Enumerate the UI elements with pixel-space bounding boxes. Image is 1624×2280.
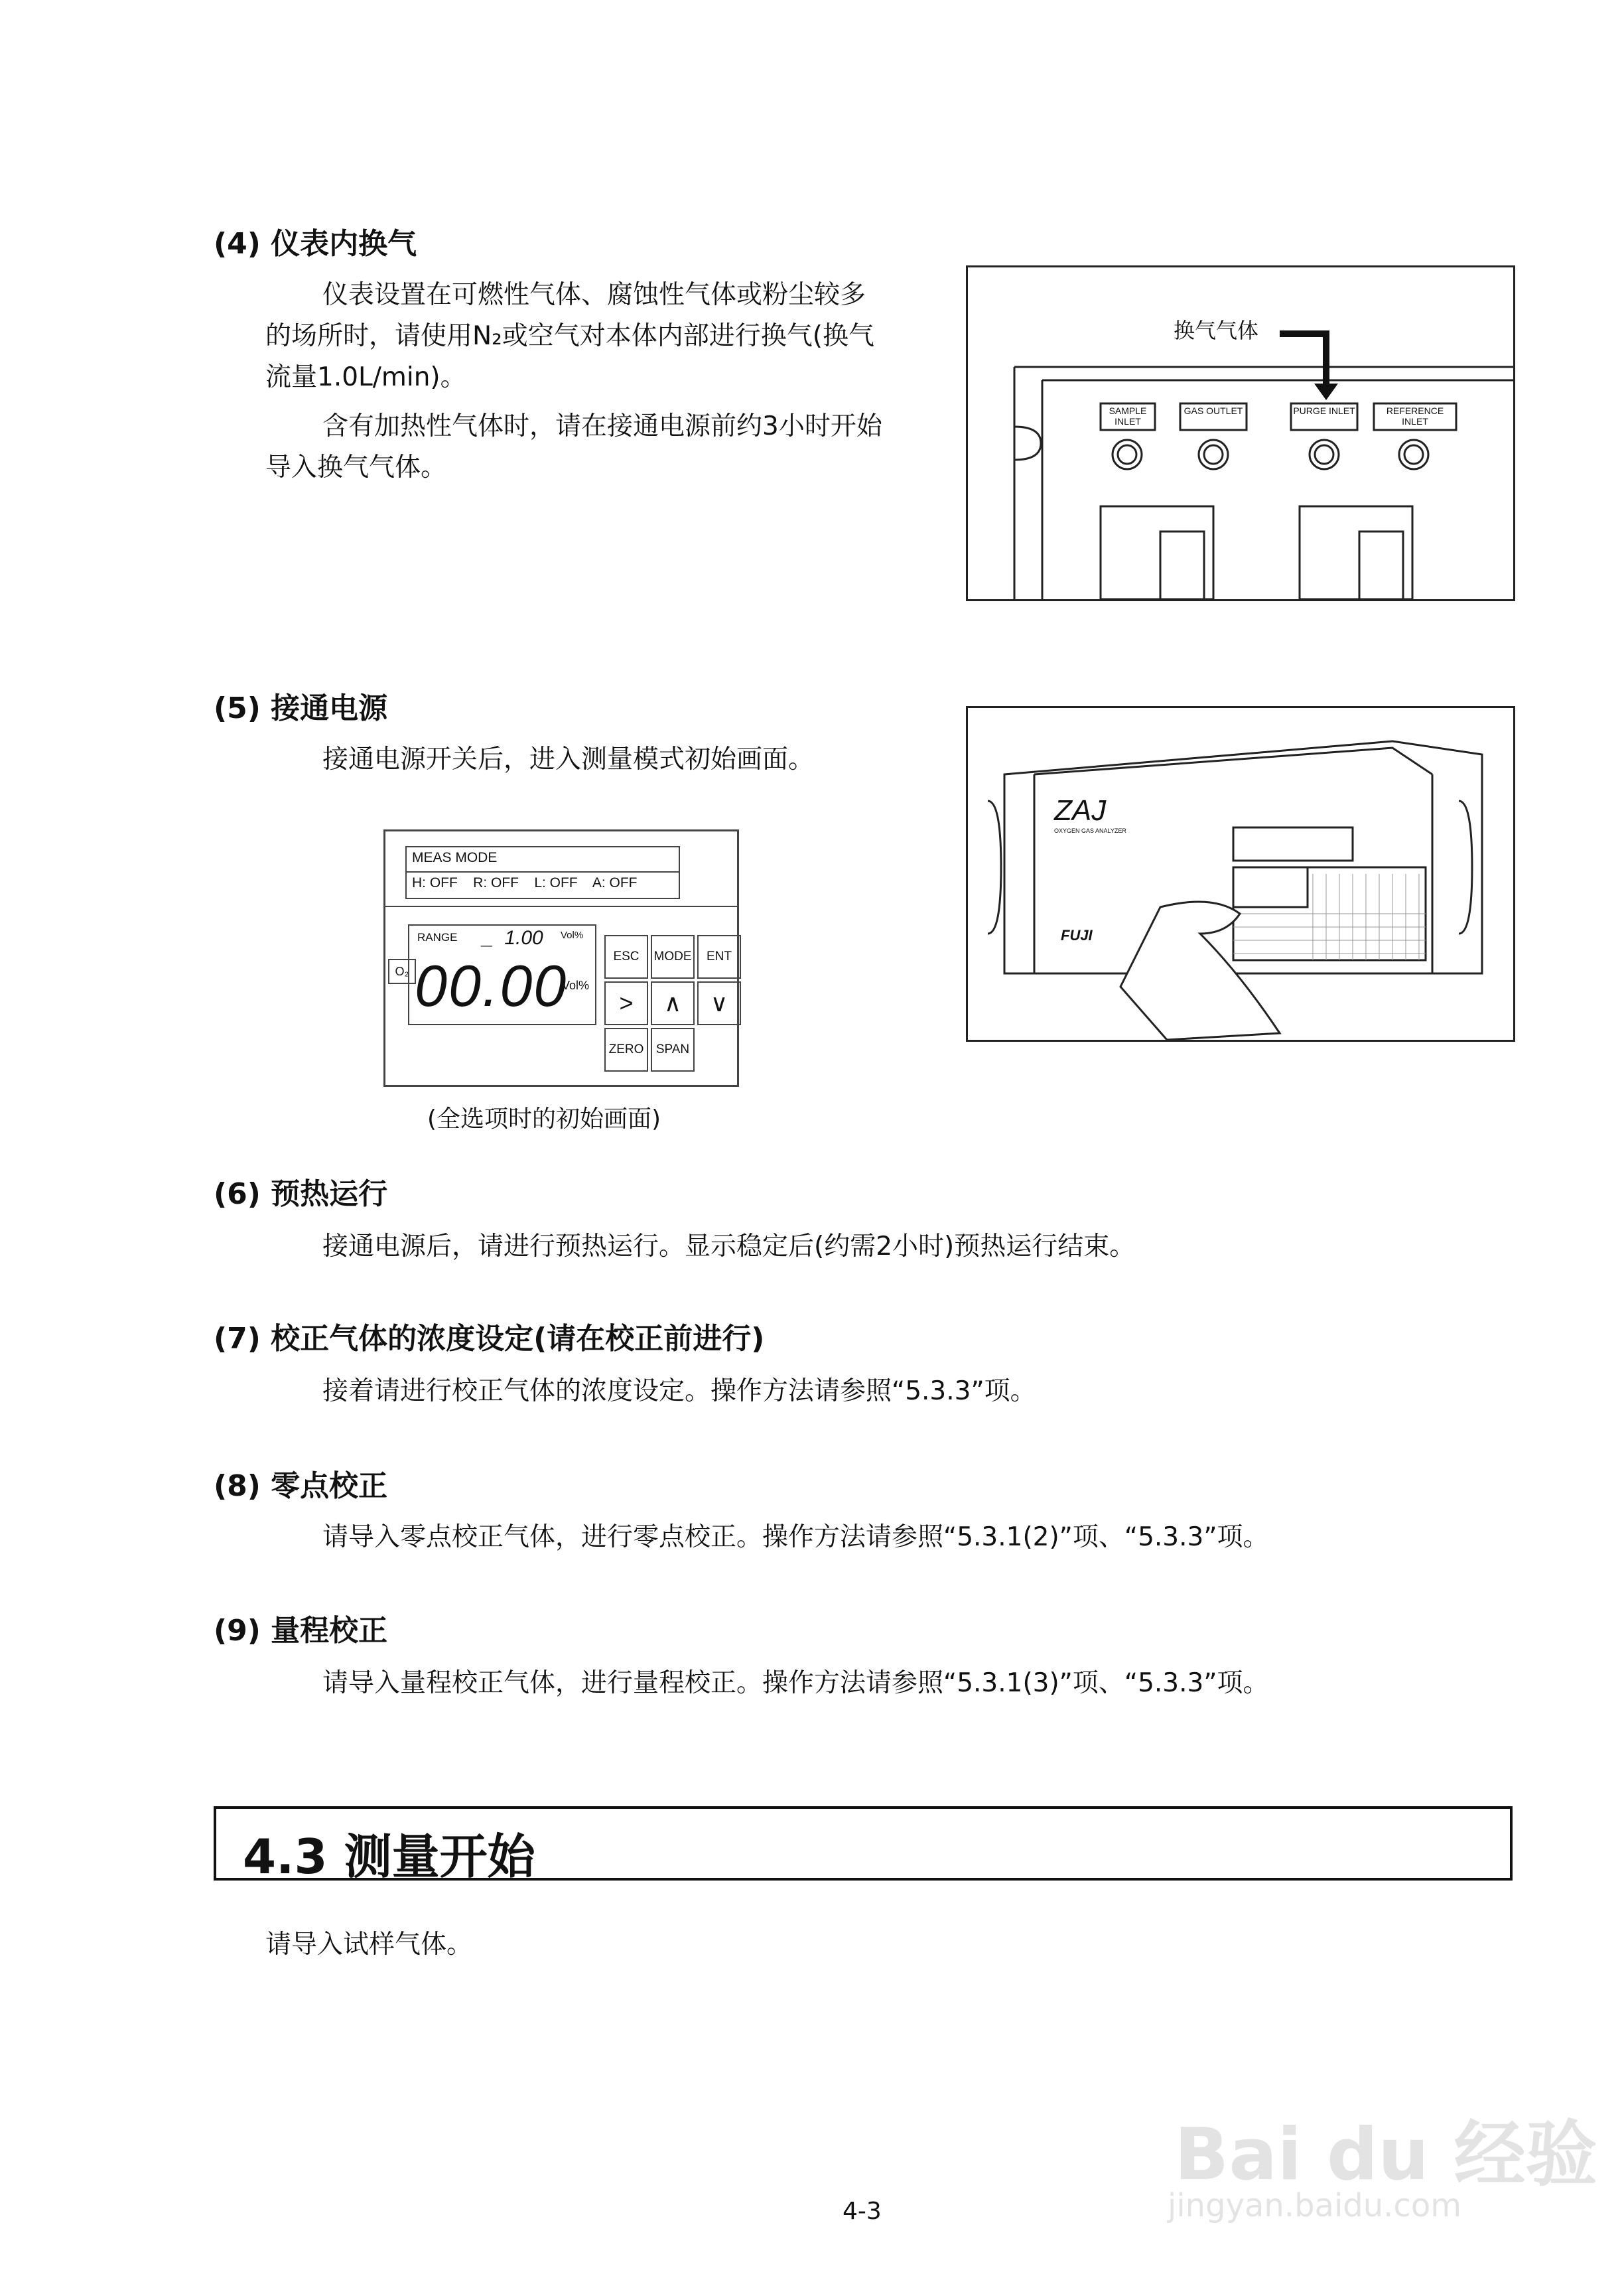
baidu-watermark-url: jingyan.baidu.com [1168,2187,1461,2224]
status-text: H: OFF R: OFF L: OFF A: OFF [412,875,638,891]
right-button[interactable]: > [604,981,648,1025]
section-4-3-title: 4.3 测量开始 [243,1829,535,1885]
status-display [405,846,680,899]
port-label-reference: REFERENCE INLET [1386,405,1444,427]
down-button[interactable]: ∨ [697,981,741,1025]
section-9-heading: (9) 量程校正 [214,1614,388,1648]
section-4-heading: (4) 仪表内换气 [214,227,417,261]
section-8-text: 请导入零点校正气体，进行零点校正。操作方法请参照“5.3.1(2)”项、“5.3.3”项。 [322,1522,1269,1552]
range-unit: Vol% [561,930,584,941]
range-label: RANGE [417,931,458,944]
section-6-text: 接通电源后，请进行预热运行。显示稳定后(约需2小时)预热运行结束。 [322,1232,1136,1261]
section-4-line-3: 流量1.0L/min)。 [265,362,466,392]
ent-button[interactable]: ENT [697,935,741,979]
section-4-line-4: 含有加热性气体时，请在接通电源前约3小时开始 [322,411,882,441]
port-label-purge: PURGE INLET [1293,405,1355,416]
section-4-3-box [214,1806,1513,1885]
port-label-gas-outlet: GAS OUTLET [1184,405,1243,416]
section-5-heading: (5) 接通电源 [214,691,388,725]
esc-button[interactable]: ESC [604,935,648,979]
analyzer-subtitle: OXYGEN GAS ANALYZER [1054,827,1126,834]
section-4-3-text: 请导入试样气体。 [265,1930,473,1959]
mode-button[interactable]: MODE [651,935,695,979]
zero-button[interactable]: ZERO [604,1028,648,1072]
section-7-heading: (7) 校正气体的浓度设定(请在校正前进行) [214,1322,765,1356]
section-4-line-5: 导入换气气体。 [265,453,447,482]
reading-unit: Vol% [562,979,590,992]
purge-gas-label: 换气气体 [1174,318,1259,343]
section-7-text: 接着请进行校正气体的浓度设定。操作方法请参照“5.3.3”项。 [322,1376,1036,1406]
section-8-heading: (8) 零点校正 [214,1469,388,1503]
section-6-heading: (6) 预热运行 [214,1177,388,1211]
range-value: _ 1.00 [482,927,543,949]
reading-value: 00.00 [415,953,568,1019]
fuji-logo: FUJI [1061,927,1093,944]
baidu-watermark: Bai du 经验 [1174,2113,1597,2196]
o2-label: O₂ [388,959,416,984]
section-9-text: 请导入量程校正气体，进行量程校正。操作方法请参照“5.3.1(3)”项、“5.3.3”项。 [322,1668,1269,1698]
initial-screen-panel [383,829,739,1087]
analyzer-figure [966,706,1515,1042]
up-button[interactable]: ∧ [651,981,695,1025]
section-4-line-1: 仪表设置在可燃性气体、腐蚀性气体或粉尘较多 [322,280,866,310]
reading-display [408,924,596,1025]
page-number: 4-3 [843,2198,882,2225]
section-5-text: 接通电源开关后，进入测量模式初始画面。 [322,745,815,774]
panel-caption: (全选项时的初始画面) [427,1105,661,1133]
mode-text: MEAS MODE [412,850,498,865]
port-label-sample: SAMPLE INLET [1109,405,1147,427]
section-4-line-2: 的场所时，请使用N₂或空气对本体内部进行换气(换气 [265,321,875,351]
purge-inlet-figure [966,265,1515,601]
analyzer-drawing [968,708,1513,1040]
span-button[interactable]: SPAN [651,1028,695,1072]
analyzer-brand: ZAJ [1054,794,1107,827]
